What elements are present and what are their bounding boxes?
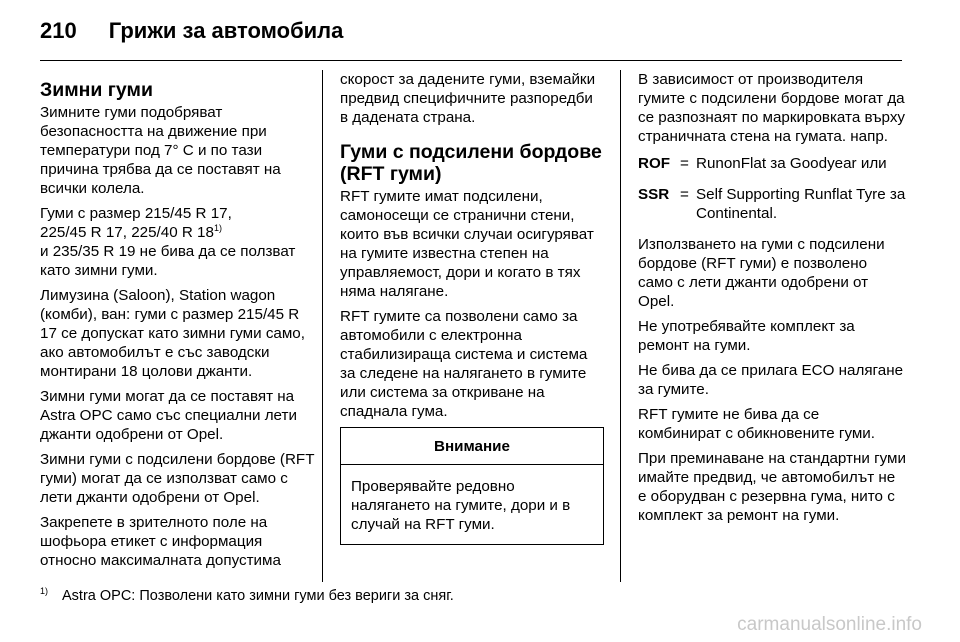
paragraph: Зимни гуми с подсилени бордове (RFT гуми) могат да се използват само с лети джанти одобрени от Opel. [40, 451, 315, 506]
text-line: Гуми с размер 215/45 R 17, [40, 205, 232, 222]
definition-row [638, 154, 906, 173]
column-divider-1 [322, 70, 323, 582]
page-number: 210 [40, 18, 77, 43]
warning-box [340, 427, 604, 545]
paragraph: В зависимост от производителя гумите с подсилени бордове могат да се разпознаят по маркировката върху страничната стена на гумата. напр. [638, 71, 906, 145]
definition-row [638, 185, 906, 223]
footnote-text: Astra OPC: Позволени като зимни гуми без вериги за сняг. [62, 588, 454, 604]
watermark: carmanualsonline.info [737, 614, 922, 635]
paragraph: RFT гумите не бива да се комбинират с обикновените гуми. [638, 406, 876, 442]
paragraph: скорост за дадените гуми, вземайки предвид специфичните разпоредби в дадената страна. [340, 71, 596, 126]
page-header [40, 18, 343, 48]
column-divider-2 [620, 70, 621, 582]
warning-title: Внимание [341, 428, 603, 465]
paragraph: Закрепете в зрителното поле на шофьора етикет с информация относно максималната допустима [40, 514, 281, 569]
definition-description: RunonFlat за Goodyear или [696, 155, 887, 172]
header-rule [40, 60, 902, 61]
paragraph-tyre-sizes [40, 204, 320, 280]
paragraph: Не бива да се прилага ECO налягане за гумите. [638, 362, 904, 398]
warning-body: Проверявайте редовно налягането на гумите, дори и в случай на RFT гуми. [351, 478, 571, 533]
paragraph: При преминаване на стандартни гуми имайте предвид, че автомобилът не е оборудван с резервна гума, нито с комплект за ремонт на гуми. [638, 450, 906, 524]
paragraph: Използването на гуми с подсилени бордове (RFT гуми) е позволено само с лети джанти одобрени от Opel. [638, 236, 885, 310]
equals-sign: = [680, 186, 689, 203]
footnote [40, 588, 454, 604]
section-heading-rft-tyres: Гуми с подсилени бордове (RFT гуми) [340, 141, 602, 185]
footnote-mark: 1) [40, 586, 49, 597]
definition-term: ROF [638, 155, 671, 172]
paragraph: Не употребявайте комплект за ремонт на гуми. [638, 318, 855, 354]
marking-definitions [638, 154, 906, 223]
paragraph: RFT гумите са позволени само за автомобили с електронна стабилизираща система и система за следене на налягането в гумите или система за откриване на спаднала гума. [340, 308, 588, 420]
definition-term: SSR [638, 186, 670, 203]
text-line: и 235/35 R 19 не бива да се ползват като зимни гуми. [40, 243, 296, 279]
column-1 [40, 79, 320, 576]
column-3 [638, 70, 906, 531]
page-title: Грижи за автомобила [108, 18, 344, 43]
paragraph: RFT гумите имат подсилени, самоносещи се странични стени, които във всички случаи осигуряват на гумите известна степен на управляемост, дори и когато в тях няма налягане. [340, 188, 594, 300]
equals-sign: = [680, 155, 689, 172]
column-2 [340, 70, 605, 545]
footnote-ref[interactable]: 1) [213, 222, 222, 233]
section-heading-winter-tyres: Зимни гуми [40, 79, 153, 101]
paragraph: Лимузина (Saloon), Station wagon (комби), ван: гуми с размер 215/45 R 17 се допускат като зимни гуми само, ако автомобилът е със заводски монтирани 18 цолови джанти. [40, 287, 305, 380]
text-line: 225/45 R 17, 225/40 R 18 [40, 224, 214, 241]
paragraph: Зимни гуми могат да се поставят на Astra OPC само със специални лети джанти одобрени от Opel. [40, 388, 297, 443]
paragraph: Зимните гуми подобряват безопасността на движение при температури под 7° C и по тази причина трябва да се поставят на всички колела. [40, 104, 281, 197]
definition-description: Self Supporting Runflat Tyre за Continental. [696, 186, 906, 222]
